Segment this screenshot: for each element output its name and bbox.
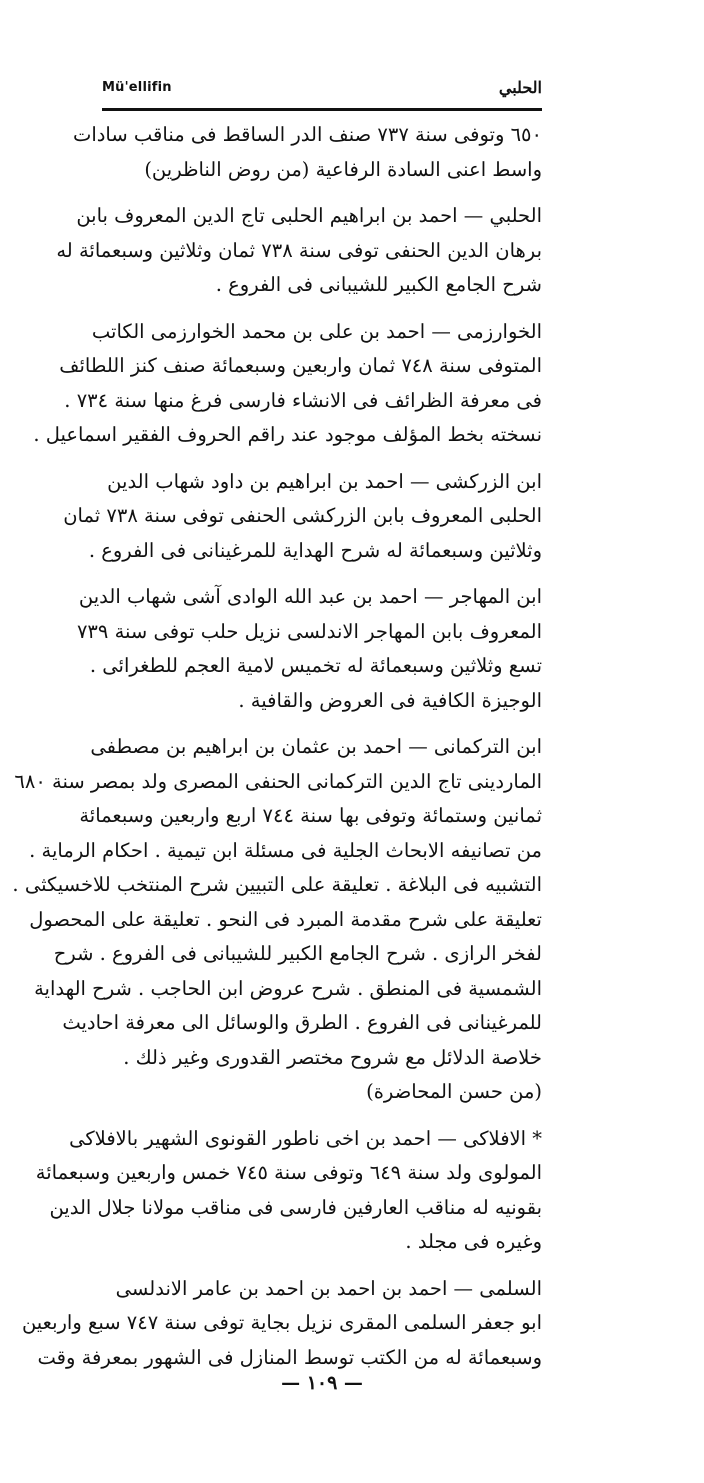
text-line: الحلبى المعروف بابن الزركشى الحنفى توفى سنة ٧٣٨ ثمان	[63, 504, 542, 527]
text-line: * الافلاكى — احمد بن اخى ناطور القونوى الشهير بالافلاكى	[69, 1126, 542, 1150]
running-header	[102, 78, 542, 104]
text-line: ثمانين وستمائة وتوفى بها سنة ٧٤٤ اربع واربعين وسبعمائة	[79, 804, 542, 827]
text-line: خلاصة الدلائل مع شروح مختصر القدورى وغير ذلك .	[123, 1045, 542, 1069]
text-line: المولوى ولد سنة ٦٤٩ وتوفى سنة ٧٤٥ خمس واربعين وسبعمائة	[35, 1161, 542, 1184]
text-line: الوجيزة الكافية فى العروض والقافية .	[238, 688, 542, 712]
text-line: واسط اعنى السادة الرفاعية (من روض الناظرين)	[144, 157, 542, 181]
text-line: تعليقة على شرح مقدمة المبرد فى النحو . تعليقة على المحصول	[29, 907, 542, 931]
text-line: نسخته بخط المؤلف موجود عند راقم الحروف الفقير اسماعيل .	[33, 423, 542, 446]
text-line: المعروف بابن المهاجر الاندلسى نزيل حلب توفى سنة ٧٣٩	[76, 619, 542, 643]
text-line: من تصانيفه الابحاث الجلية فى مسئلة ابن تيمية . احكام الرماية .	[29, 838, 542, 862]
text-line: تسع وثلاثين وسبعمائة له تخميس لامية العجم للطغرائى .	[89, 654, 542, 677]
text-line: للمرغينانى فى الفروع . الطرق والوسائل الى معرفة احاديث	[62, 1011, 542, 1034]
text-line: وغيره فى مجلد .	[405, 1230, 542, 1253]
header-rule	[102, 108, 542, 111]
text-line: برهان الدين الحنفى توفى سنة ٧٣٨ ثمان وثلاثين وسبعمائة له	[56, 238, 542, 262]
paragraph-gap	[102, 187, 542, 199]
text-line: ابن الزركشى — احمد بن ابراهيم بن داود شهاب الدين	[107, 469, 542, 493]
paragraph-gap	[102, 303, 542, 315]
text-line: بقونيه له مناقب العارفين فارسى فى مناقب مولانا جلال الدين	[49, 1195, 542, 1219]
paragraph-gap	[102, 1110, 542, 1122]
text-line: ابن المهاجر — احمد بن عبد الله الوادى آشى شهاب الدين	[78, 585, 542, 608]
text-line: التشبيه فى البلاغة . تعليقة على التبيين شرح المنتخب للاخسيكثى .	[12, 873, 542, 896]
text-line: لفخر الرازى . شرح الجامع الكبير للشيبانى فى الفروع . شرح	[53, 942, 542, 965]
text-line: ابن التركمانى — احمد بن عثمان بن ابراهيم بن مصطفى	[90, 735, 542, 758]
text-line: وسبعمائة له من الكتب توسط المنازل فى الشهور بمعرفة وقت	[37, 1345, 542, 1369]
text-line: السلمى — احمد بن احمد بن احمد بن عامر الاندلسى	[115, 1276, 542, 1300]
header-book-title: Mü'ellifin	[102, 80, 172, 95]
text-line: (من حسن المحاضرة)	[366, 1080, 542, 1103]
paragraph-gap	[102, 453, 542, 465]
text-line: الماردينى تاج الدين التركمانى الحنفى المصرى ولد بمصر سنة ٦٨٠	[14, 769, 542, 793]
text-line: المتوفى سنة ٧٤٨ ثمان واربعين وسبعمائة صنف كنز اللطائف	[59, 354, 542, 377]
paragraph-gap	[102, 1260, 542, 1272]
header-entry-name: الحلبي	[498, 78, 542, 97]
paragraph-gap	[102, 718, 542, 730]
text-line: ابو جعفر السلمى المقرى نزيل بجاية توفى سنة ٧٤٧ سبع واربعين	[21, 1311, 542, 1334]
text-line: الشمسية فى المنطق . شرح عروض ابن الحاجب . شرح الهداية	[34, 976, 542, 1000]
text-line: فى معرفة الظرائف فى الانشاء فارسى فرغ منها سنة ٧٣٤ .	[64, 388, 542, 412]
page-body	[12, 118, 542, 1375]
text-line: وثلاثين وسبعمائة له شرح الهداية للمرغينانى فى الفروع .	[88, 538, 542, 562]
text-line: الخوارزمى — احمد بن على بن محمد الخوارزمى الكاتب	[91, 319, 542, 343]
paragraph-gap	[102, 568, 542, 580]
text-line: ٦٥٠ وتوفى سنة ٧٣٧ صنف الدر الساقط فى مناقب سادات	[72, 123, 542, 146]
text-line: الحلبي — احمد بن ابراهيم الحلبى تاج الدين المعروف بابن	[76, 204, 542, 227]
text-line: شرح الجامع الكبير للشيبانى فى الفروع .	[215, 273, 542, 296]
page-number: — ١٠٩ —	[281, 1372, 363, 1394]
